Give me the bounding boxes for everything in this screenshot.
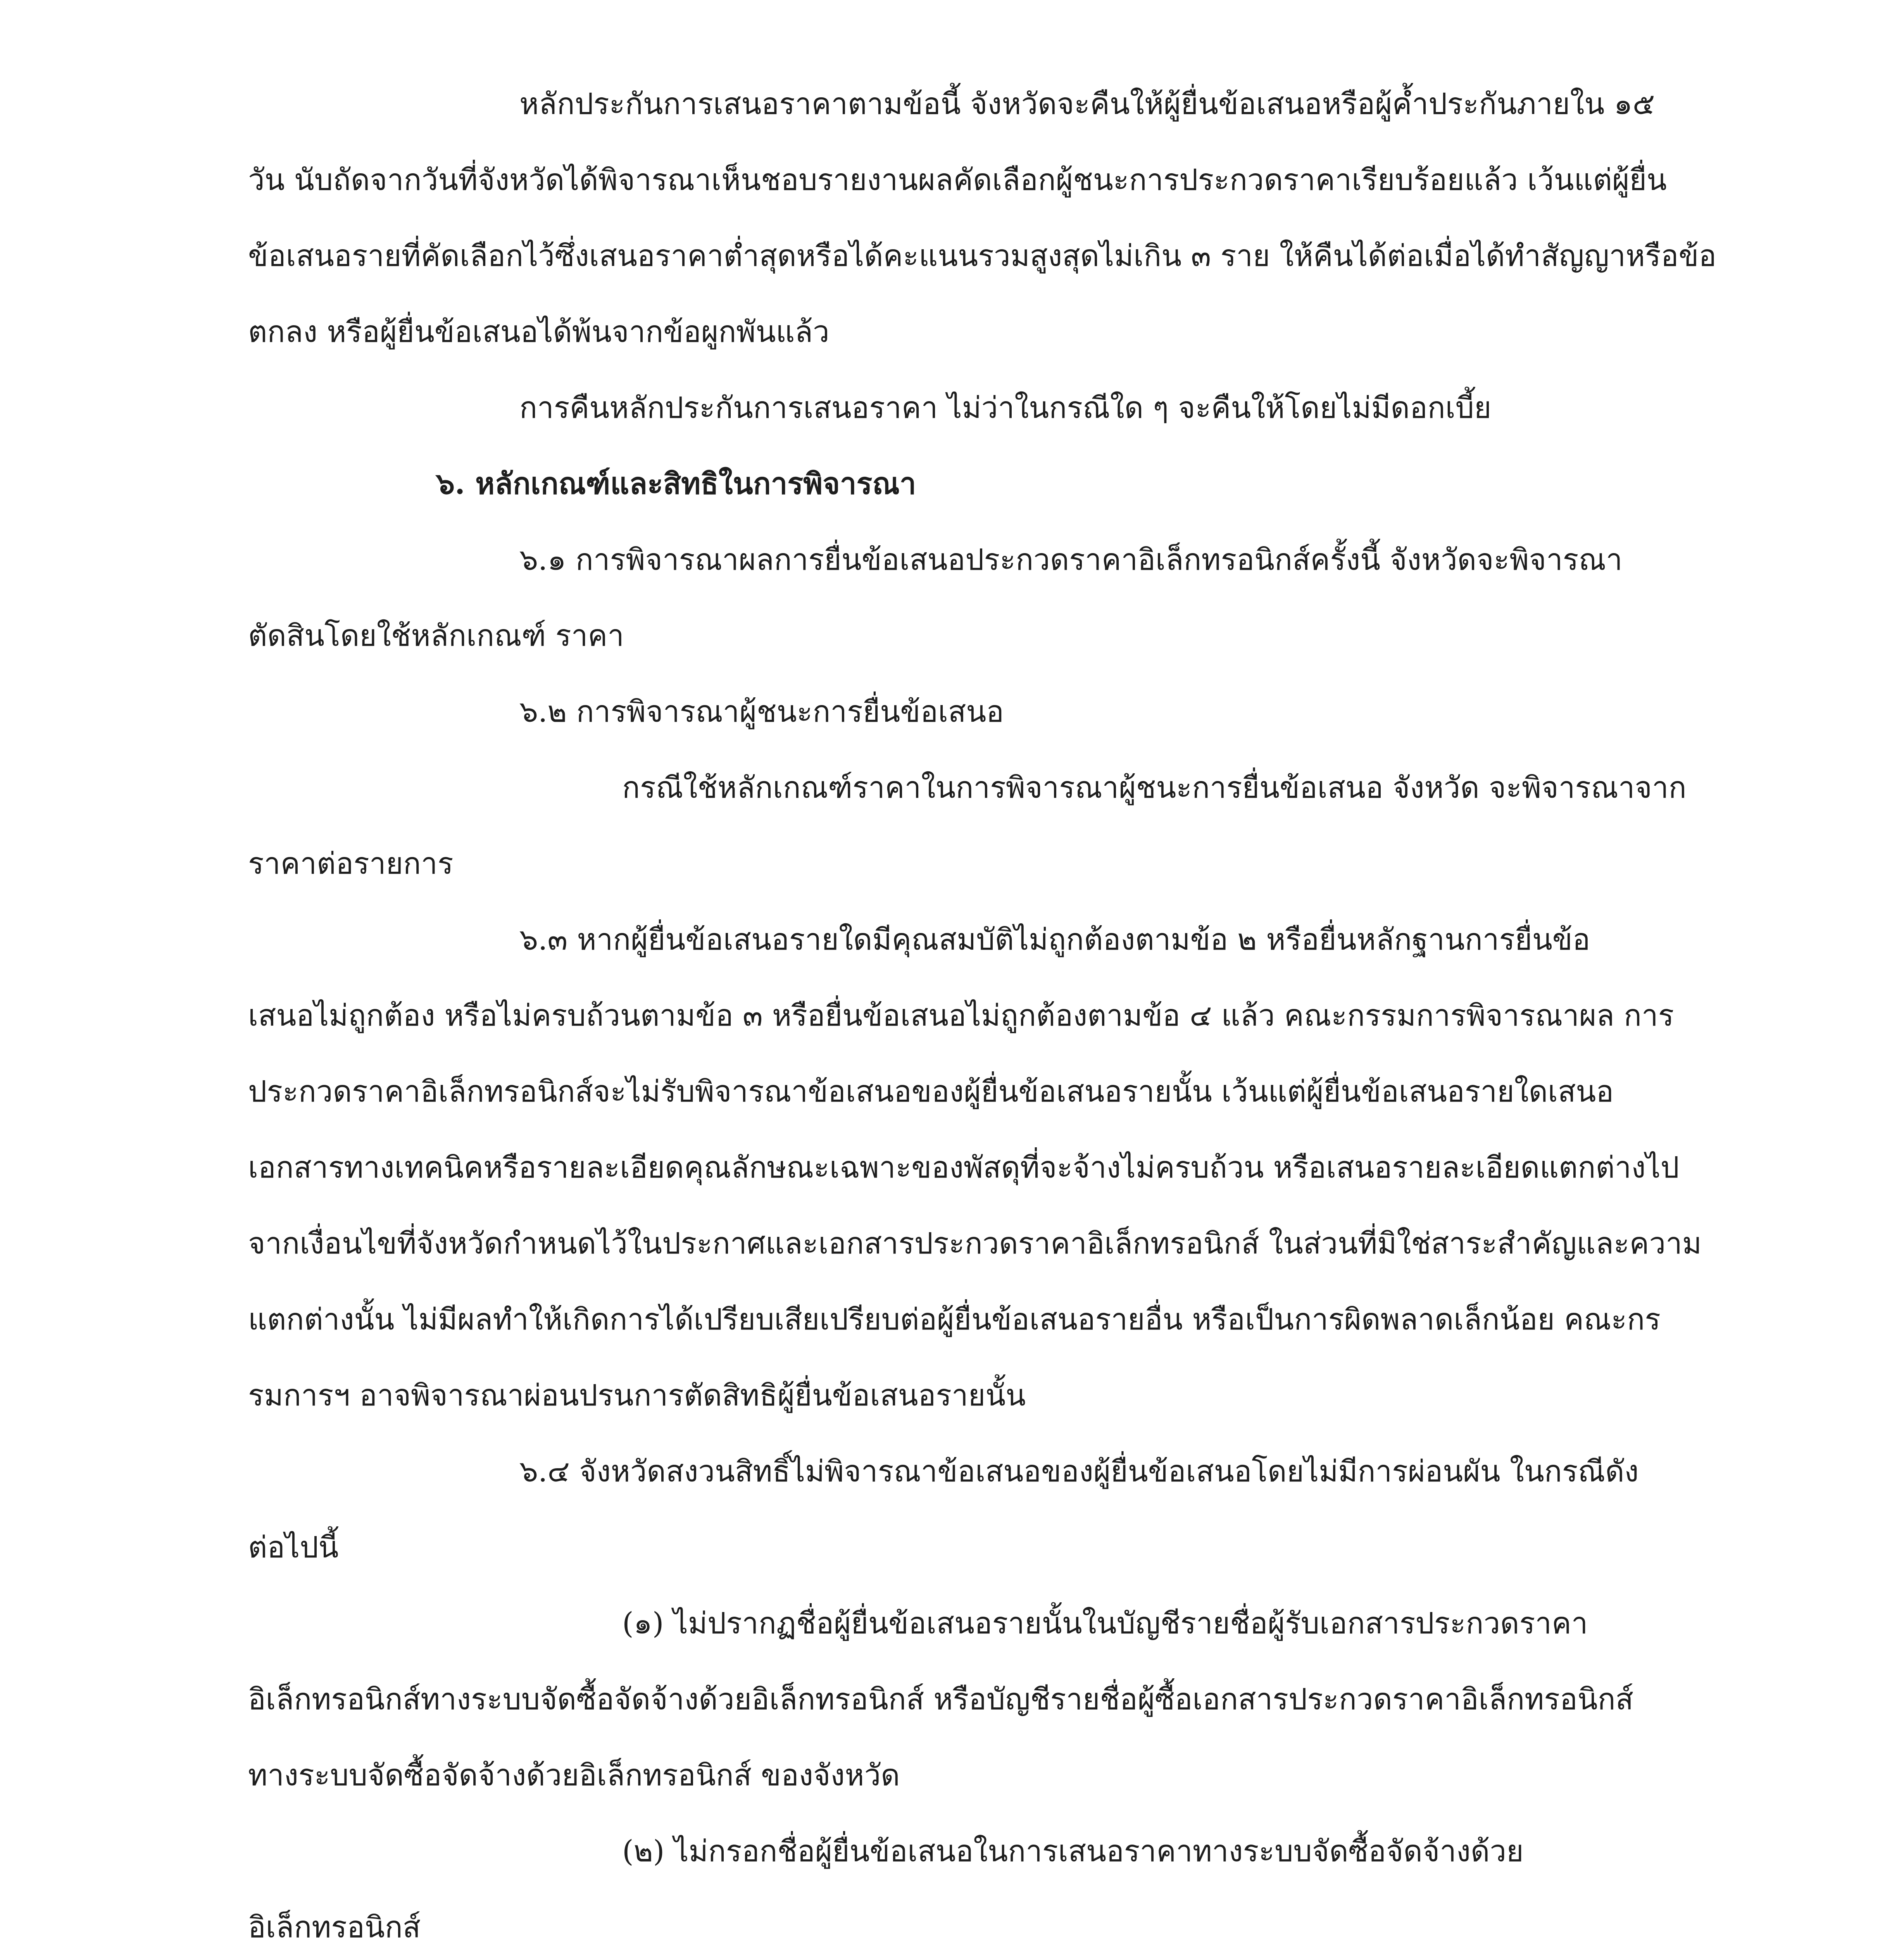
- text-line: ทางระบบจัดซื้อจัดจ้างด้วยอิเล็กทรอนิกส์ ของจังหวัด: [248, 1758, 900, 1792]
- text-line: ตัดสินโดยใช้หลักเกณฑ์ ราคา: [248, 618, 624, 653]
- text-line: วัน นับถัดจากวันที่จังหวัดได้พิจารณาเห็นชอบรายงานผลคัดเลือกผู้ชนะการประกวดราคาเรียบร้อยแล้ว เว้นแต่ผู้ยื่น: [248, 162, 1667, 197]
- text-line: ๖.๑ การพิจารณาผลการยื่นข้อเสนอประกวดราคาอิเล็กทรอนิกส์ครั้งนี้ จังหวัดจะพิจารณา: [519, 542, 1623, 577]
- text-line: รมการฯ อาจพิจารณาผ่อนปรนการตัดสิทธิผู้ยื่นข้อเสนอรายนั้น: [248, 1378, 1026, 1412]
- text-line: ต่อไปนี้: [248, 1530, 339, 1564]
- text-line: การคืนหลักประกันการเสนอราคา ไม่ว่าในกรณีใด ๆ จะคืนให้โดยไม่มีดอกเบี้ย: [519, 390, 1492, 425]
- text-line: ตกลง หรือผู้ยื่นข้อเสนอได้พ้นจากข้อผูกพันแล้ว: [248, 314, 830, 349]
- section-heading: ๖. หลักเกณฑ์และสิทธิในการพิจารณา: [436, 466, 916, 501]
- text-line: เสนอไม่ถูกต้อง หรือไม่ครบถ้วนตามข้อ ๓ หรือยื่นข้อเสนอไม่ถูกต้องตามข้อ ๔ แล้ว คณะกรรมการพิจารณาผล การ: [248, 998, 1674, 1033]
- text-line: อิเล็กทรอนิกส์ทางระบบจัดซื้อจัดจ้างด้วยอิเล็กทรอนิกส์ หรือบัญชีรายชื่อผู้ซื้อเอกสารประกวดราคาอิเล็กทรอนิกส์: [248, 1682, 1634, 1716]
- text-line: ๖.๓ หากผู้ยื่นข้อเสนอรายใดมีคุณสมบัติไม่ถูกต้องตามข้อ ๒ หรือยื่นหลักฐานการยื่นข้อ: [519, 922, 1590, 957]
- text-line: เอกสารทางเทคนิคหรือรายละเอียดคุณลักษณะเฉพาะของพัสดุที่จะจ้างไม่ครบถ้วน หรือเสนอรายละเอียดแตกต่างไป: [248, 1150, 1680, 1185]
- text-line: กรณีใช้หลักเกณฑ์ราคาในการพิจารณาผู้ชนะการยื่นข้อเสนอ จังหวัด จะพิจารณาจาก: [622, 770, 1687, 805]
- text-line: หลักประกันการเสนอราคาตามข้อนี้ จังหวัดจะคืนให้ผู้ยื่นข้อเสนอหรือผู้ค้ำประกันภายใน ๑๕: [519, 86, 1655, 121]
- text-line: ๖.๒ การพิจารณาผู้ชนะการยื่นข้อเสนอ: [519, 694, 1004, 729]
- text-line: อิเล็กทรอนิกส์: [248, 1910, 421, 1938]
- text-line: (๑) ไม่ปรากฏชื่อผู้ยื่นข้อเสนอรายนั้นในบัญชีรายชื่อผู้รับเอกสารประกวดราคา: [622, 1606, 1588, 1640]
- text-line: ราคาต่อรายการ: [248, 846, 454, 881]
- text-line: ๖.๔ จังหวัดสงวนสิทธิ์ไม่พิจารณาข้อเสนอของผู้ยื่นข้อเสนอโดยไม่มีการผ่อนผัน ในกรณีดัง: [519, 1454, 1639, 1488]
- text-line: แตกต่างนั้น ไม่มีผลทำให้เกิดการได้เปรียบเสียเปรียบต่อผู้ยื่นข้อเสนอรายอื่น หรือเป็นการผิดพลาดเล็กน้อย คณะกร: [248, 1302, 1661, 1336]
- text-line: ประกวดราคาอิเล็กทรอนิกส์จะไม่รับพิจารณาข้อเสนอของผู้ยื่นข้อเสนอรายนั้น เว้นแต่ผู้ยื่นข้อเสนอรายใดเสนอ: [248, 1074, 1614, 1109]
- text-line: ข้อเสนอรายที่คัดเลือกไว้ซึ่งเสนอราคาต่ำสุดหรือได้คะแนนรวมสูงสุดไม่เกิน ๓ ราย ให้คืนได้ต่อเมื่อได้ทำสัญญาหรือข้อ: [248, 238, 1717, 273]
- text-line: จากเงื่อนไขที่จังหวัดกำหนดไว้ในประกาศและเอกสารประกวดราคาอิเล็กทรอนิกส์ ในส่วนที่มิใช่สาระสำคัญและความ: [248, 1226, 1702, 1260]
- text-line: (๒) ไม่กรอกชื่อผู้ยื่นข้อเสนอในการเสนอราคาทางระบบจัดซื้อจัดจ้างด้วย: [622, 1834, 1524, 1868]
